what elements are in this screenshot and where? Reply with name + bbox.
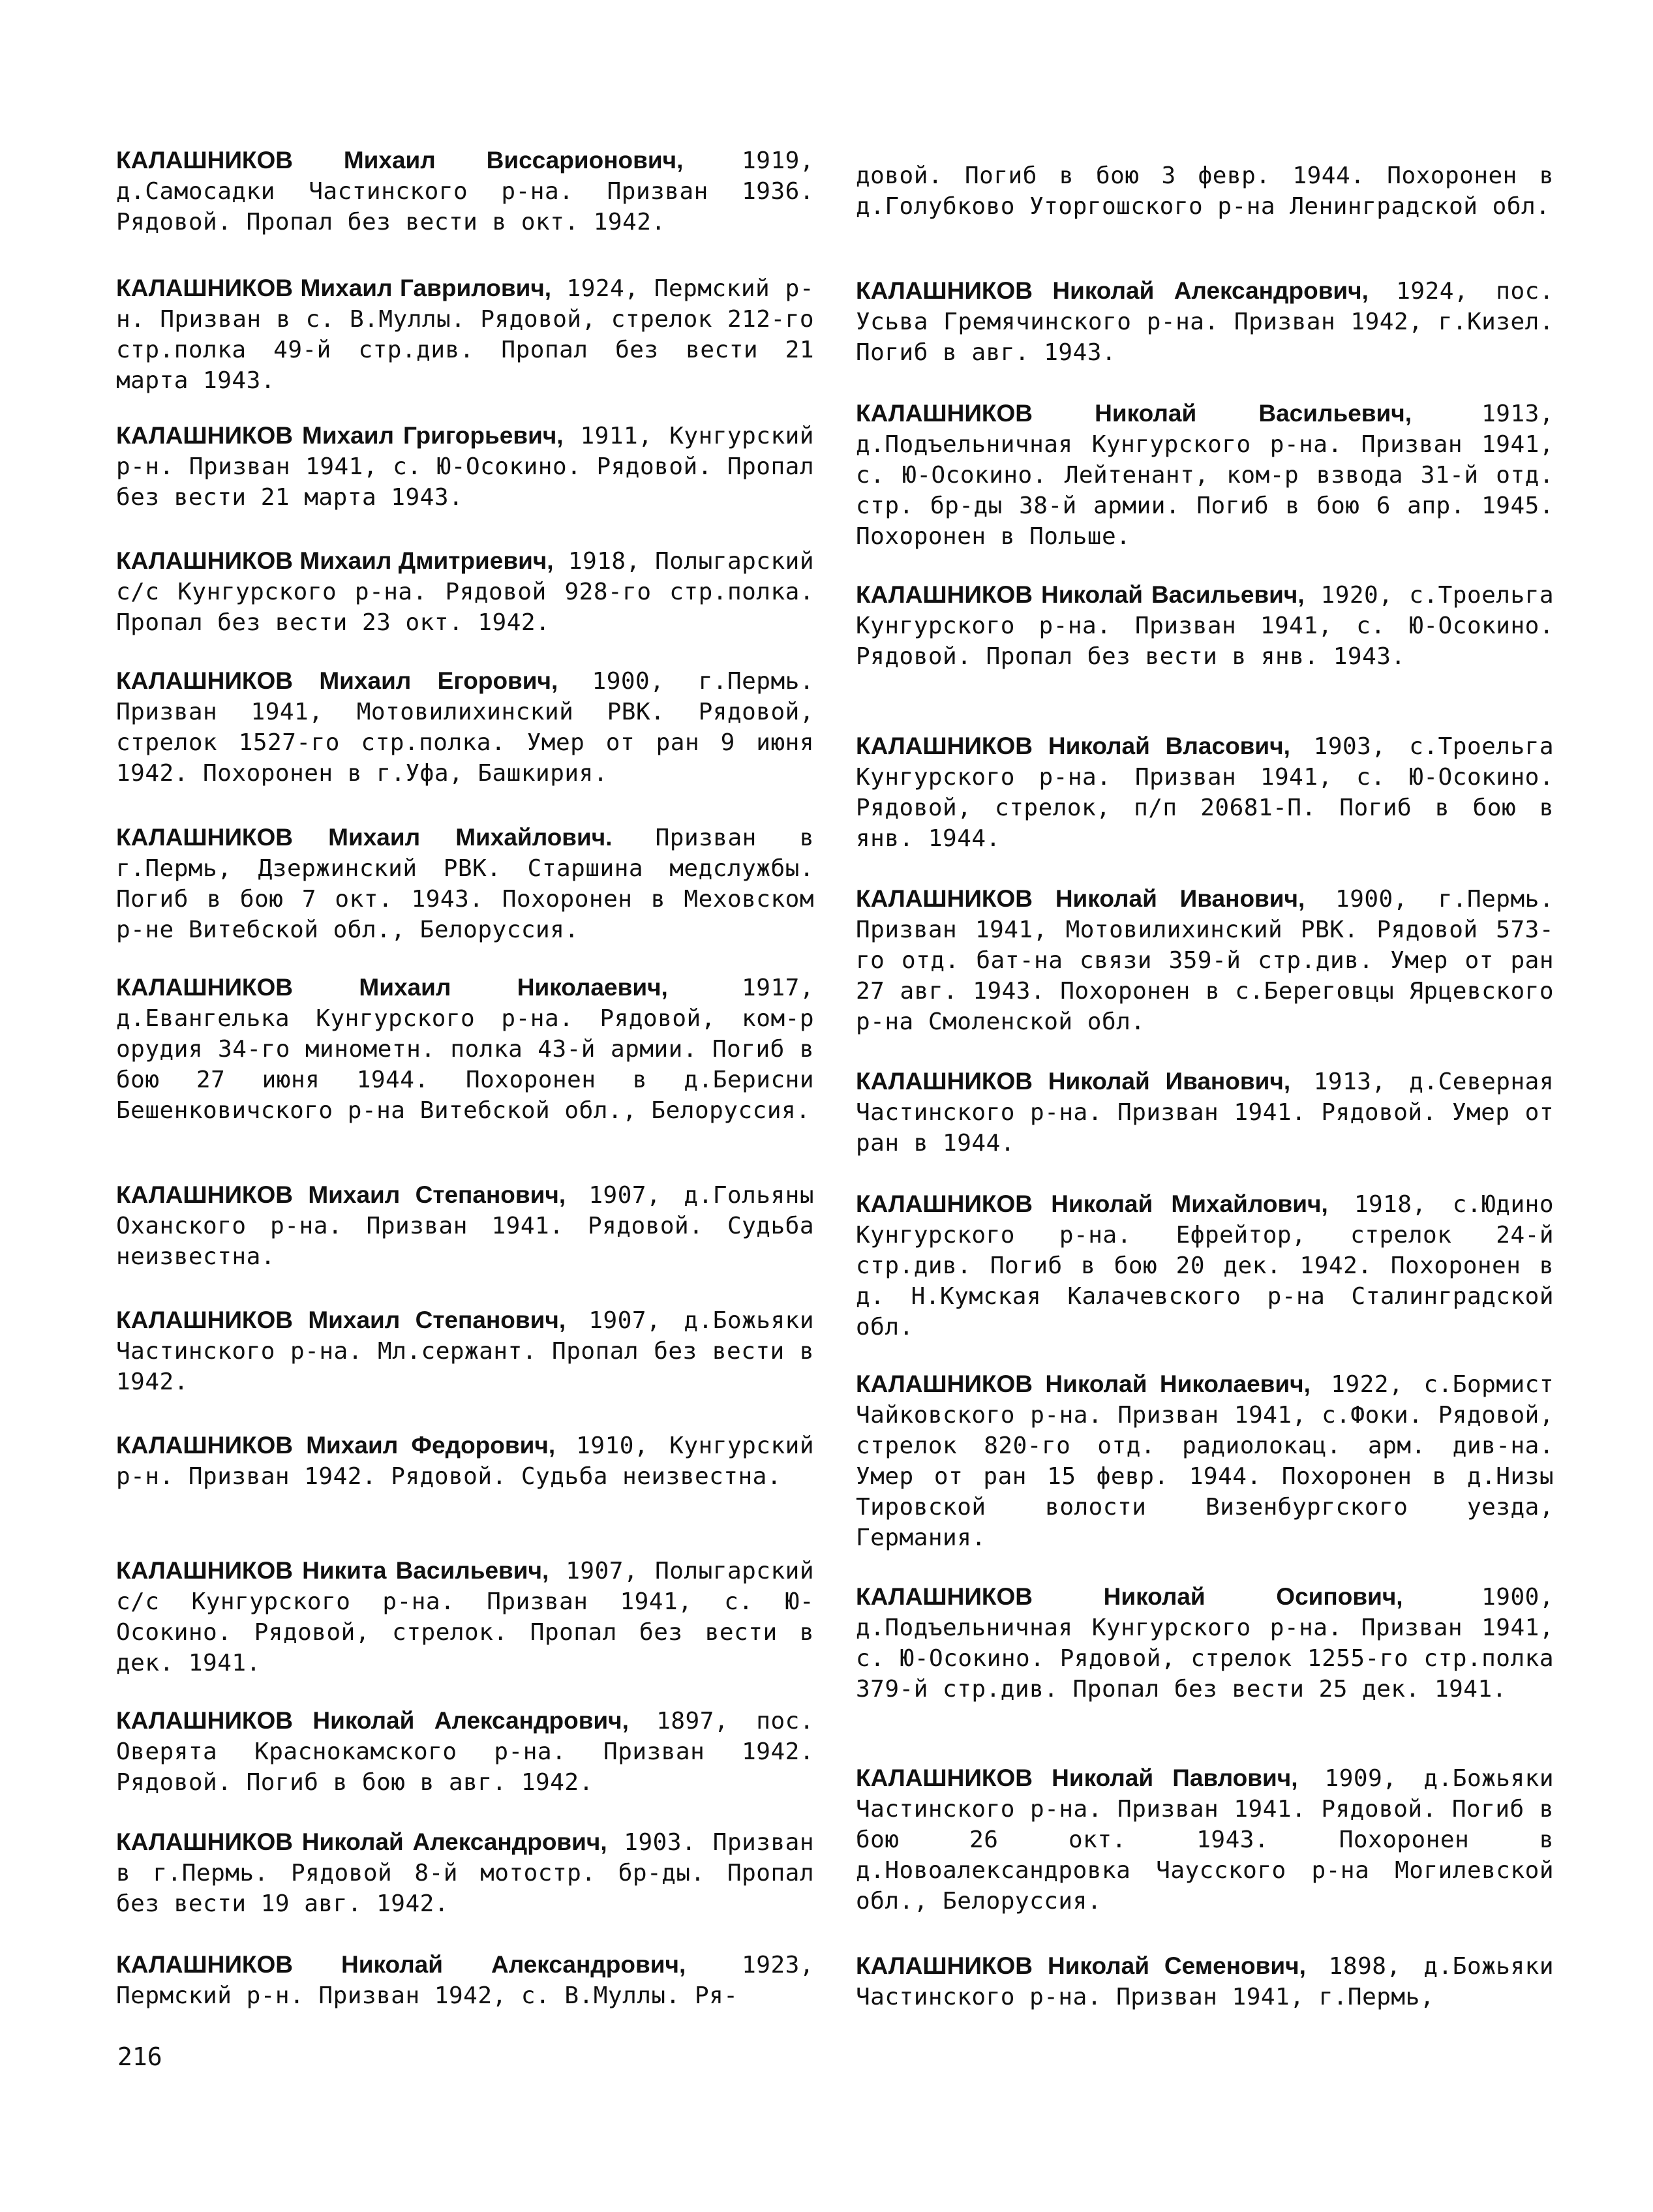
entry: [116, 1430, 814, 1492]
entry-name: КАЛАШНИКОВ Михаил Федорович,: [116, 1432, 556, 1459]
entry: [116, 665, 814, 789]
entry-text: 1919, д.Самосадки Частинского р-на. Призван 1936. Рядовой. Пропал без вести в окт. 1942.: [116, 147, 814, 235]
entry-name: КАЛАШНИКОВ Михаил Степанович,: [116, 1181, 566, 1208]
entry-name: КАЛАШНИКОВ Михаил Дмитриевич,: [116, 547, 554, 574]
entry-text: 1913, д.Подъельничная Кунгурского р-на. Призван 1941, с. Ю-Осокино. Лейтенант, ком-р взвода 31-й отд. стр. бр-ды 38-й армии. Погиб в бою 6 апр. 1945. Похоронен в Польше.: [856, 401, 1554, 550]
entry: [856, 398, 1554, 552]
entry-text: 1900, д.Подъельничная Кунгурского р-на. Призван 1941, с. Ю-Осокино. Рядовой, стрелок 1255-го стр.полка 379-й стр.див. Пропал без вести 25 дек. 1941.: [856, 1584, 1554, 1703]
entry: [856, 731, 1554, 854]
entry-text: 1907, д.Божьяки Частинского р-на. Мл.сержант. Пропал без вести в 1942.: [116, 1307, 814, 1395]
entry-text: 1918, Полыгарский с/с Кунгурского р-на. Рядовой 928-го стр.полка. Пропал без вести 23 окт. 1942.: [116, 548, 814, 636]
entry-name: КАЛАШНИКОВ Николай Александрович,: [116, 1828, 607, 1855]
entry-name: КАЛАШНИКОВ Николай Иванович,: [856, 1068, 1291, 1095]
entry-text: довой. Погиб в бою 3 февр. 1944. Похоронен в д.Голубково Уторгошского р-на Ленинградской обл.: [856, 162, 1554, 220]
entry-text: 1924, пос. Усьва Гремячинского р-на. Призван 1942, г.Кизел. Погиб в авг. 1943.: [856, 278, 1554, 366]
entry: [856, 160, 1554, 222]
entry: [116, 1949, 814, 2011]
entry-name: КАЛАШНИКОВ Николай Семенович,: [856, 1952, 1306, 1979]
entry-text: 1922, с.Бормист Чайковского р-на. Призван 1941, с.Фоки. Рядовой, стрелок 820-го отд. радиолокац. арм. див-на. Умер от ран 15 февр. 1944. Похоронен в д.Низы Тировской волости Визенбургского уезда, Германия.: [856, 1371, 1554, 1551]
entry-text: 1907, Полыгарский с/с Кунгурского р-на. Призван 1941, с. Ю-Осокино. Рядовой, стрелок. Пропал без вести в дек. 1941.: [116, 1558, 814, 1676]
entry-text: 1907, д.Гольяны Оханского р-на. Призван 1941. Рядовой. Судьба неизвестна.: [116, 1182, 814, 1270]
entry-name: КАЛАШНИКОВ Николай Александрович,: [116, 1951, 686, 1978]
entry: [116, 822, 814, 945]
entry: [856, 1763, 1554, 1917]
entry-text: 1900, г.Пермь. Призван 1941, Мотовилихинский РВК. Рядовой, стрелок 1527-го стр.полка. Умер от ран 9 июня 1942. Похоронен в г.Уфа, Башкирия.: [116, 668, 814, 787]
entry-name: КАЛАШНИКОВ Михаил Виссарионович,: [116, 147, 684, 174]
entry-text: 1909, д.Божьяки Частинского р-на. Призван 1941. Рядовой. Погиб в бою 26 окт. 1943. Похоронен в д.Новоалександровка Чаусского р-на Могилевской обл., Белоруссия.: [856, 1765, 1554, 1915]
entry-name: КАЛАШНИКОВ Николай Васильевич,: [856, 581, 1305, 608]
entry-name: КАЛАШНИКОВ Михаил Гаврилович,: [116, 275, 552, 301]
entry-name: КАЛАШНИКОВ Никита Васильевич,: [116, 1557, 549, 1584]
entry-name: КАЛАШНИКОВ Николай Иванович,: [856, 885, 1305, 912]
entry: [856, 579, 1554, 672]
entry-name: КАЛАШНИКОВ Михаил Николаевич,: [116, 974, 668, 1001]
entry-text: 1897, пос. Оверята Краснокамского р-на. Призван 1942. Рядовой. Погиб в бою в авг. 1942.: [116, 1708, 814, 1796]
entry-name: КАЛАШНИКОВ Николай Павлович,: [856, 1765, 1298, 1791]
entry-name: КАЛАШНИКОВ Николай Васильевич,: [856, 400, 1412, 427]
entry-text: 1920, с.Троельга Кунгурского р-на. Призван 1941, с. Ю-Осокино. Рядовой. Пропал без вести в янв. 1943.: [856, 582, 1554, 670]
entry-name: КАЛАШНИКОВ Николай Александрович,: [856, 277, 1369, 304]
entry-text: 1910, Кунгурский р-н. Призван 1942. Рядовой. Судьба неизвестна.: [116, 1432, 814, 1490]
entry: [116, 1305, 814, 1397]
entry: [116, 1705, 814, 1798]
entry-name: КАЛАШНИКОВ Михаил Михайлович.: [116, 824, 613, 851]
page-number: 216: [117, 2042, 162, 2071]
entry: [116, 420, 814, 513]
entry-name: КАЛАШНИКОВ Михаил Григорьевич,: [116, 422, 564, 449]
entry: [116, 545, 814, 638]
entry: [856, 1189, 1554, 1342]
entry-text: 1903, с.Троельга Кунгурского р-на. Призван 1941, с. Ю-Осокино. Рядовой, стрелок, п/п 20681-П. Погиб в бою в янв. 1944.: [856, 733, 1554, 852]
entry: [856, 883, 1554, 1037]
entry-name: КАЛАШНИКОВ Николай Власович,: [856, 733, 1290, 759]
entry-text: 1903. Призван в г.Пермь. Рядовой 8-й мотостр. бр-ды. Пропал без вести 19 авг. 1942.: [116, 1829, 814, 1917]
entry-text: 1911, Кунгурский р-н. Призван 1941, с. Ю-Осокино. Рядовой. Пропал без вести 21 марта 1943.: [116, 423, 814, 511]
entry-text: 1913, д.Северная Частинского р-на. Призван 1941. Рядовой. Умер от ран в 1944.: [856, 1068, 1554, 1157]
entry-text: 1923, Пермский р-н. Призван 1942, с. В.Муллы. Ря-: [116, 1952, 814, 2009]
entry: [856, 1066, 1554, 1159]
entry: [116, 1555, 814, 1678]
entry-text: 1917, д.Евангелька Кунгурского р-на. Рядовой, ком-р орудия 34-го минометн. полка 43-й армии. Погиб в бою 27 июня 1944. Похоронен в д.Берисни Бешенковичского р-на Витебской обл., Белоруссия.: [116, 975, 814, 1124]
entry-text: 1900, г.Пермь. Призван 1941, Мотовилихинский РВК. Рядовой 573-го отд. бат-на связи 359-й стр.див. Умер от ран 27 авг. 1943. Похоронен в с.Береговцы Ярцевского р-на Смоленской обл.: [856, 886, 1554, 1035]
entry: [116, 273, 814, 396]
entry: [856, 1950, 1554, 2012]
entry-text: Призван в г.Пермь, Дзержинский РВК. Старшина медслужбы. Погиб в бою 7 окт. 1943. Похоронен в Меховском р-не Витебской обл., Белоруссия.: [116, 825, 814, 943]
entry: [116, 1826, 814, 1919]
entry-name: КАЛАШНИКОВ Николай Михайлович,: [856, 1190, 1328, 1217]
entry-text: 1924, Пермский р-н. Призван в с. В.Муллы. Рядовой, стрелок 212-го стр.полка 49-й стр.див. Пропал без вести 21 марта 1943.: [116, 275, 814, 394]
entry: [116, 1179, 814, 1272]
entry: [856, 1581, 1554, 1704]
entry: [856, 1369, 1554, 1553]
entry: [856, 275, 1554, 368]
entry: [116, 972, 814, 1126]
entry: [116, 145, 814, 237]
entry-name: КАЛАШНИКОВ Николай Николаевич,: [856, 1371, 1311, 1397]
entry-name: КАЛАШНИКОВ Михаил Егорович,: [116, 667, 558, 694]
entry-name: КАЛАШНИКОВ Николай Осипович,: [856, 1583, 1403, 1610]
entry-text: 1918, с.Юдино Кунгурского р-на. Ефрейтор, стрелок 24-й стр.див. Погиб в бою 20 дек. 1942. Похоронен в д. Н.Кумская Калачевского р-на Сталинградской обл.: [856, 1191, 1554, 1341]
entry-name: КАЛАШНИКОВ Михаил Степанович,: [116, 1307, 566, 1333]
entry-name: КАЛАШНИКОВ Николай Александрович,: [116, 1707, 629, 1734]
entry-text: 1898, д.Божьяки Частинского р-на. Призван 1941, г.Пермь,: [856, 1953, 1554, 2010]
